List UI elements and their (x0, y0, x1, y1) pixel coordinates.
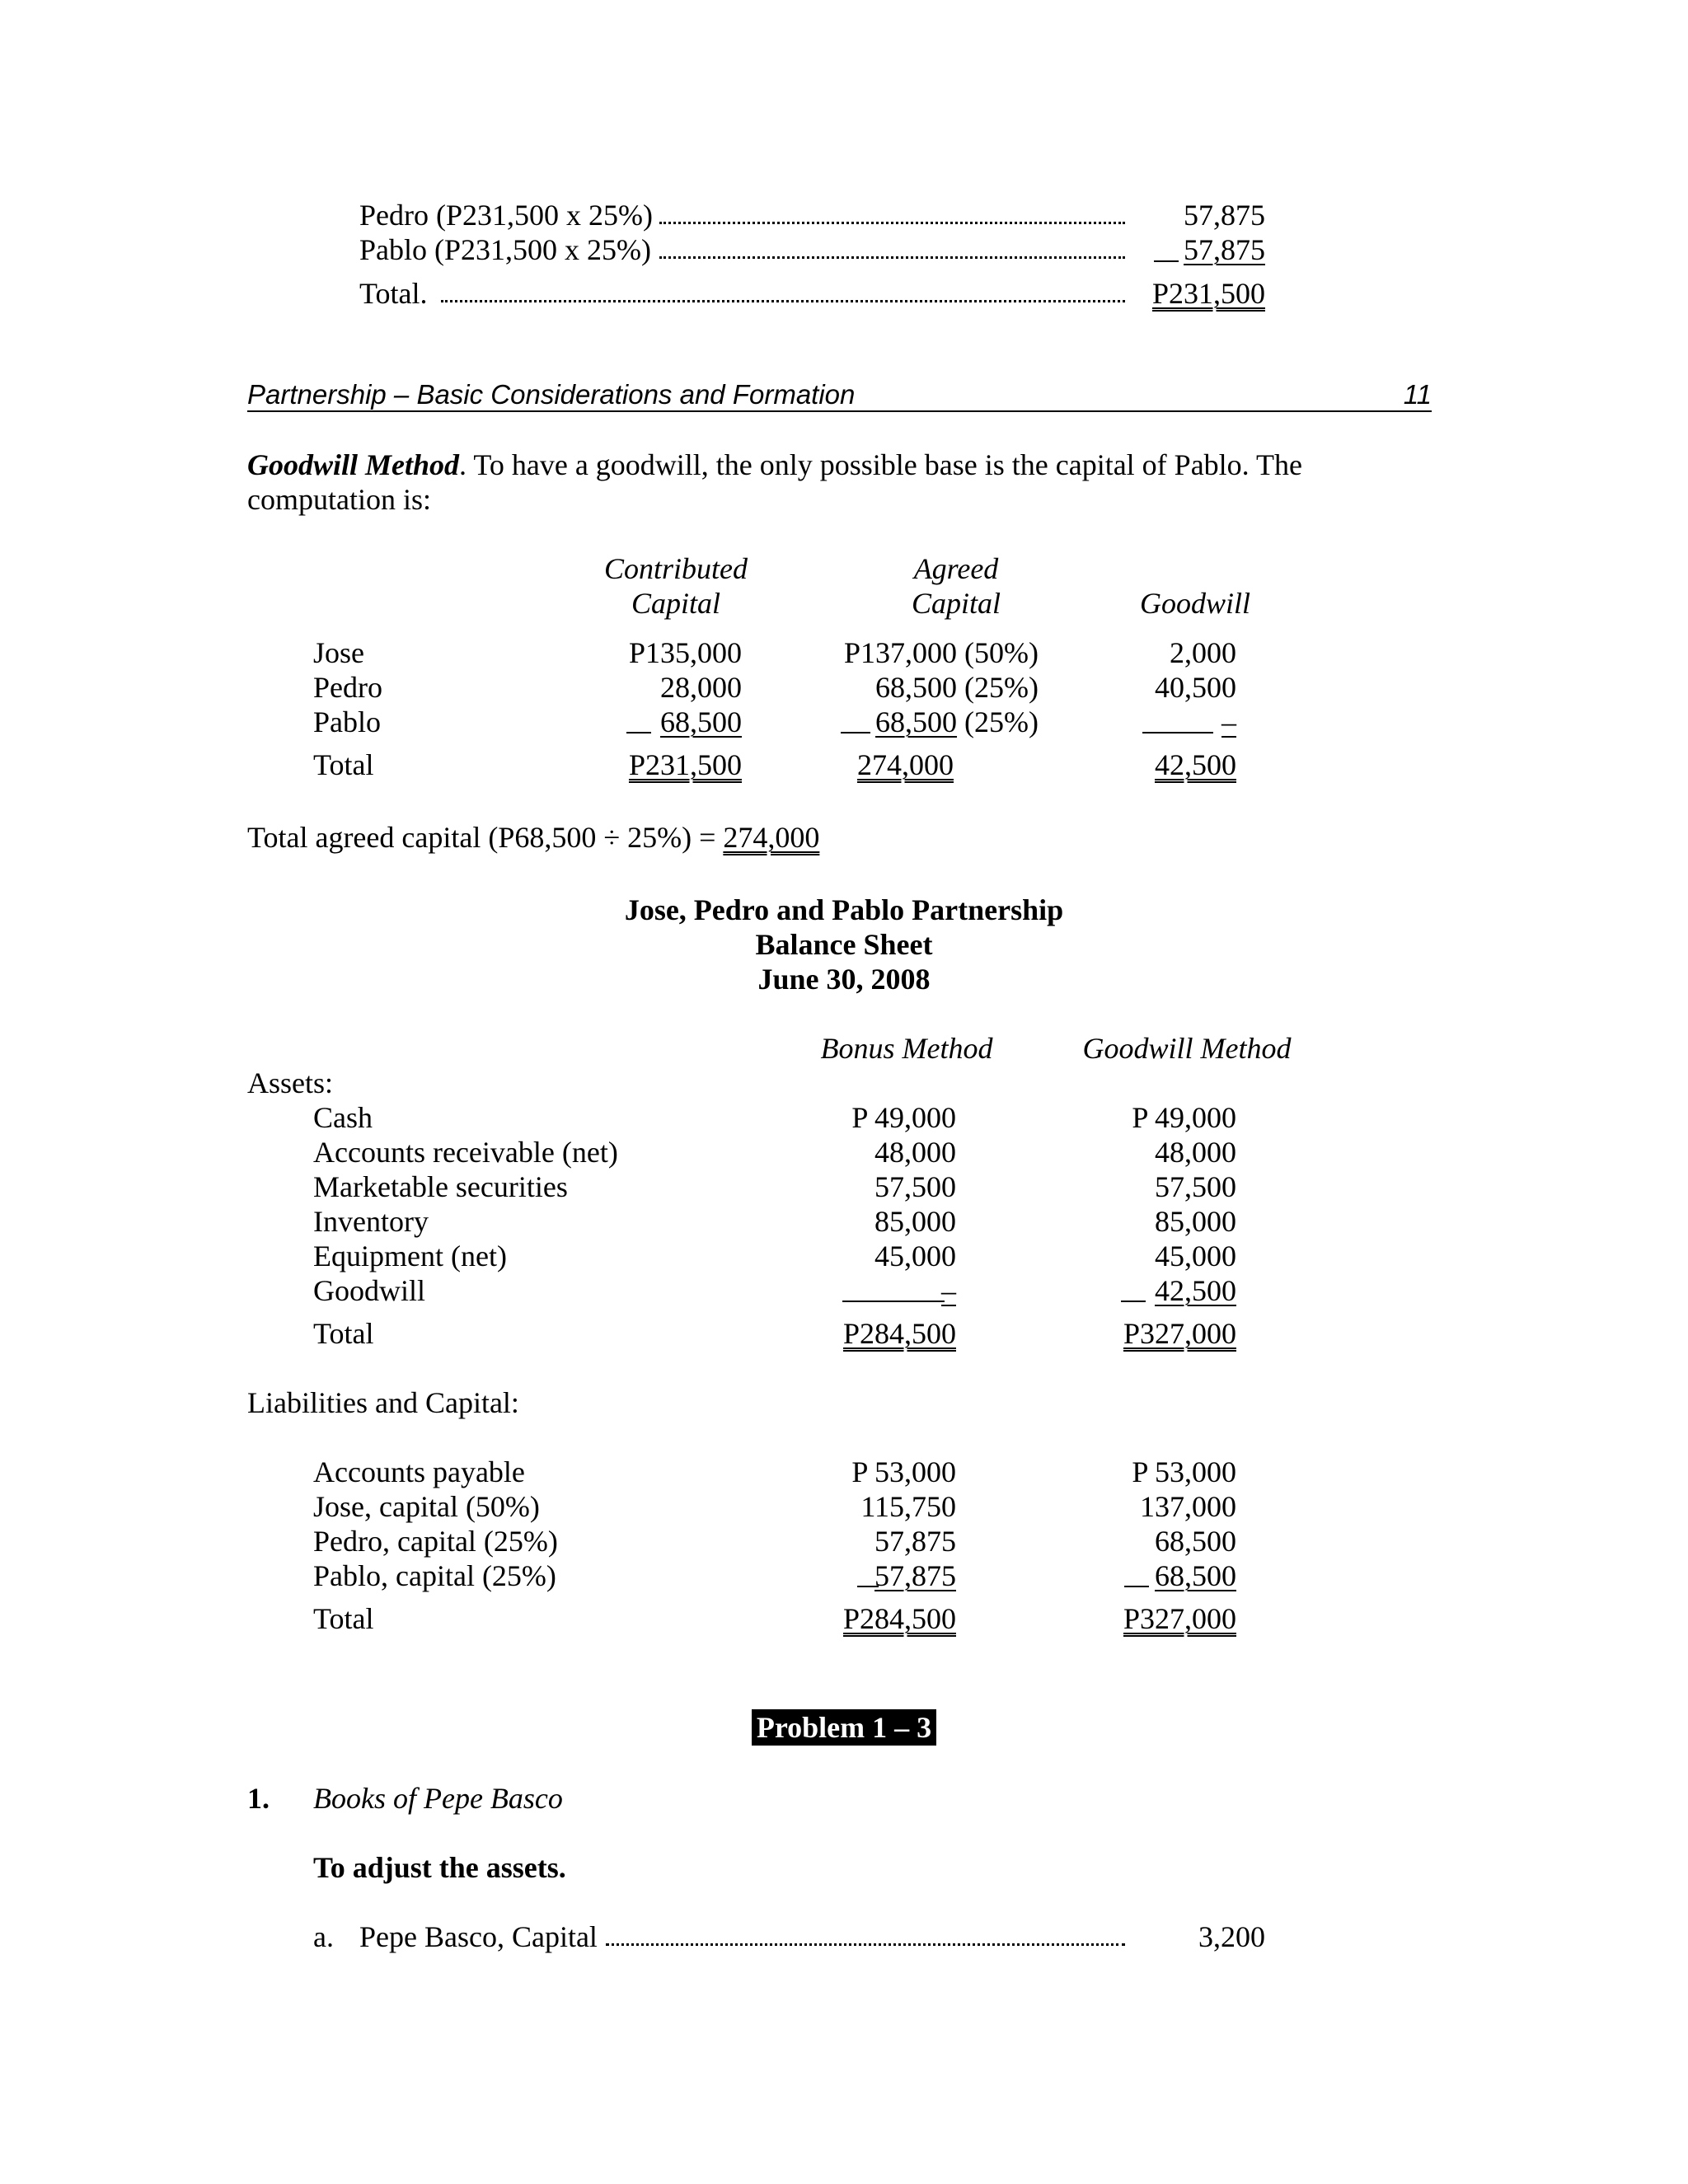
col-header-contributed: Capital (631, 587, 721, 620)
asset-goodwill: 42,500 (1155, 1274, 1236, 1307)
liabilities-total-bonus: P284,500 (842, 1602, 956, 1635)
table-total-agreed: 274,000 (857, 748, 954, 781)
item-title: Books of Pepe Basco (313, 1782, 563, 1815)
total-agreed-value: 274,000 (723, 821, 820, 854)
liability-label: Pablo, capital (25%) (313, 1559, 556, 1592)
asset-goodwill: 57,500 (1155, 1170, 1236, 1203)
asset-goodwill: P 49,000 (1132, 1101, 1236, 1134)
assets-heading: Assets: (247, 1066, 334, 1099)
total-agreed-capital: Total agreed capital (P68,500 ÷ 25%) = 274,000 (247, 821, 820, 854)
goodwill-intro-line2: computation is: (247, 483, 431, 516)
asset-label: Goodwill (313, 1274, 426, 1307)
leader-dots (606, 1943, 1125, 1946)
col-header-contributed: Contributed (603, 552, 748, 585)
leader-dots (659, 222, 1125, 224)
liability-goodwill: P 53,000 (1132, 1455, 1236, 1488)
liability-label: Jose, capital (50%) (313, 1490, 540, 1523)
table-cell-goodwill: 40,500 (1155, 671, 1236, 704)
table-cell-goodwill: – (1221, 705, 1236, 738)
balance-sheet-subtitle: Balance Sheet (755, 928, 933, 961)
subheading: To adjust the assets. (313, 1851, 566, 1884)
running-header-title: Partnership – Basic Considerations and Formation (247, 379, 856, 410)
page-number: 11 (1403, 379, 1432, 410)
table-cell-contributed: P135,000 (628, 636, 742, 669)
asset-goodwill: 45,000 (1155, 1240, 1236, 1272)
header-rule (247, 410, 1432, 412)
table-total-goodwill: 42,500 (1155, 748, 1236, 781)
liability-goodwill: 68,500 (1155, 1559, 1236, 1592)
item-number: 1. (247, 1782, 270, 1815)
table-row-name: Jose (313, 636, 364, 669)
asset-bonus: 48,000 (874, 1136, 956, 1169)
asset-label: Marketable securities (313, 1170, 568, 1203)
liabilities-heading: Liabilities and Capital: (247, 1386, 519, 1419)
col-header-bonus-method: Bonus Method (820, 1032, 993, 1065)
summary-total-amount: P231,500 (1151, 277, 1265, 310)
asset-goodwill: 48,000 (1155, 1136, 1236, 1169)
col-header-goodwill: Goodwill (1139, 587, 1250, 620)
asset-bonus: 45,000 (874, 1240, 956, 1272)
liability-bonus: P 53,000 (851, 1455, 956, 1488)
liability-goodwill: 68,500 (1155, 1525, 1236, 1558)
table-cell-goodwill: 2,000 (1170, 636, 1236, 669)
leader-dots (659, 256, 1125, 259)
balance-sheet-date: June 30, 2008 (757, 963, 931, 996)
asset-label: Inventory (313, 1205, 429, 1238)
assets-total-goodwill: P327,000 (1123, 1317, 1236, 1350)
goodwill-intro-line1: Goodwill Method. To have a goodwill, the only possible base is the capital of Pablo. The (247, 448, 1302, 481)
asset-bonus: P 49,000 (851, 1101, 956, 1134)
asset-bonus: 57,500 (874, 1170, 956, 1203)
liability-bonus: 57,875 (874, 1559, 956, 1592)
goodwill-method-lead: Goodwill Method (247, 448, 460, 481)
table-total-contributed: P231,500 (628, 748, 742, 781)
summary-row-amount: 57,875 (1184, 233, 1265, 266)
balance-sheet-title: Jose, Pedro and Pablo Partnership (624, 893, 1064, 926)
asset-label: Accounts receivable (net) (313, 1136, 618, 1169)
summary-total-label: Total. (359, 277, 428, 310)
liability-bonus: 115,750 (860, 1490, 956, 1523)
liability-goodwill: 137,000 (1140, 1490, 1236, 1523)
asset-bonus: 85,000 (874, 1205, 956, 1238)
liability-label: Accounts payable (313, 1455, 525, 1488)
asset-bonus: – (941, 1274, 956, 1307)
col-header-goodwill-method: Goodwill Method (1082, 1032, 1292, 1065)
assets-total-label: Total (313, 1317, 374, 1350)
table-cell-agreed: 68,500 (25%) (875, 671, 1039, 704)
leader-dots (441, 300, 1125, 302)
liabilities-total-label: Total (313, 1602, 374, 1635)
table-cell-contributed: 28,000 (660, 671, 742, 704)
problem-title: Problem 1 – 3 (752, 1709, 936, 1746)
table-row-name: Pedro (313, 671, 382, 704)
entry-amount: 3,200 (1198, 1920, 1265, 1953)
entry-letter: a. (313, 1920, 334, 1953)
asset-label: Equipment (net) (313, 1240, 507, 1272)
table-cell-agreed: P137,000 (50%) (844, 636, 1039, 669)
entry-label: Pepe Basco, Capital (359, 1920, 598, 1953)
liability-label: Pedro, capital (25%) (313, 1525, 558, 1558)
asset-goodwill: 85,000 (1155, 1205, 1236, 1238)
table-cell-contributed: 68,500 (660, 705, 742, 738)
col-header-agreed: Capital (911, 587, 1001, 620)
liability-bonus: 57,875 (874, 1525, 956, 1558)
liabilities-total-goodwill: P327,000 (1123, 1602, 1236, 1635)
col-header-agreed: Agreed (913, 552, 999, 585)
summary-row-amount: 57,875 (1184, 199, 1265, 232)
summary-row-label: Pablo (P231,500 x 25%) (359, 233, 651, 266)
table-cell-agreed: 68,500 (875, 705, 958, 738)
summary-row-label: Pedro (P231,500 x 25%) (359, 199, 653, 232)
table-row-name: Pablo (313, 705, 382, 738)
table-total-label: Total (313, 748, 374, 781)
asset-label: Cash (313, 1101, 373, 1134)
assets-total-bonus: P284,500 (842, 1317, 956, 1350)
